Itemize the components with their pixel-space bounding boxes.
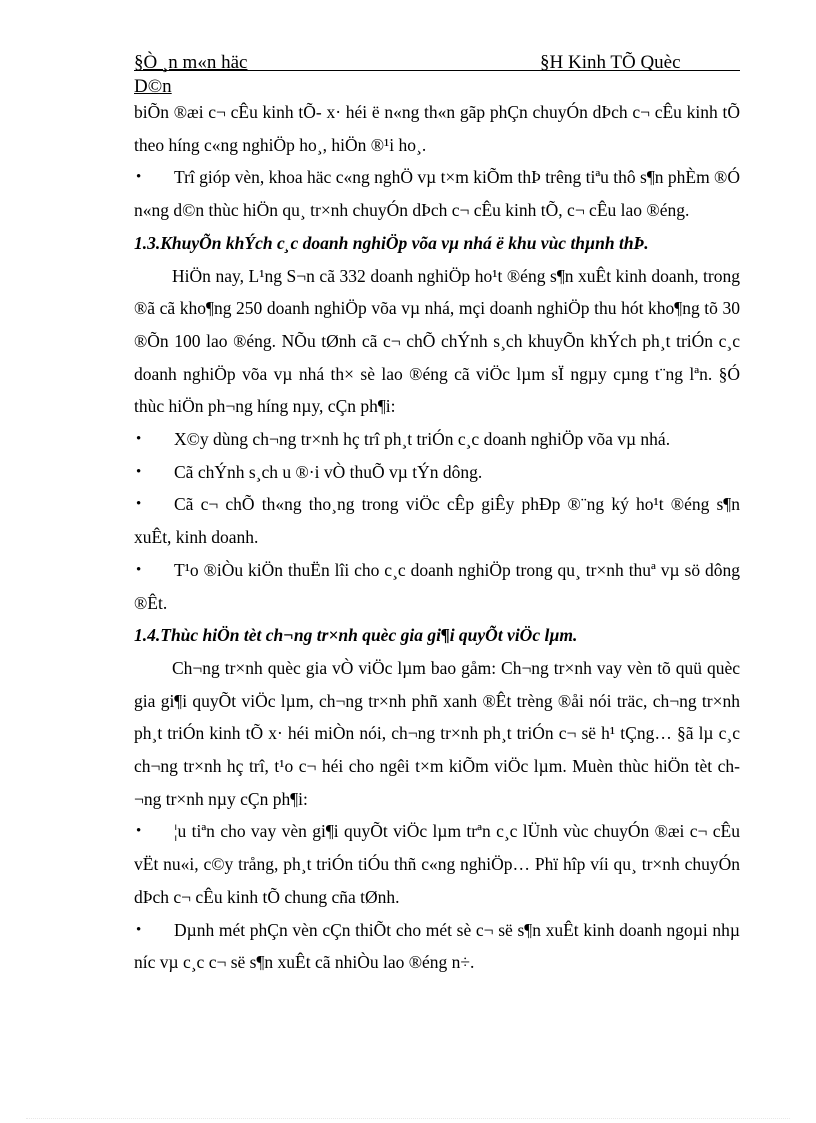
paragraph-section-1-4: Ch¬ng tr×nh quèc gia vÒ viÖc lµm bao gåm: Ch¬ng tr×nh vay vèn tõ quü quèc gia gi¶i quyÕt viÖc lµm, ch¬ng tr×nh phñ xanh ®Êt trèng ®åi nói träc, ch¬ng tr×nh ph¸t triÓn kinh tÕ x· héi miÒn nói, ch¬ng tr×nh ph¸t triÓn c¬ së h¹ tÇng… §ã lµ c¸c ch¬ng tr×nh hç trî, t¹o c¬ héi cho ngêi t×m kiÕm viÖc lµm. Muèn thùc hiÖn tèt ch¬ng tr×nh nµy cÇn ph¶i: (134, 657, 740, 809)
page-bottom-edge (26, 1118, 790, 1119)
section-heading-1-3: 1.3.KhuyÕn khÝch c¸c doanh nghiÖp võa vµ nhá ë khu vùc thµnh thÞ. (134, 232, 649, 253)
paragraph-section-1-3: HiÖn nay, L¹ng S¬n cã 332 doanh nghiÖp ho¹t ®éng s¶n xuÊt kinh doanh, trong ®ã cã kho¶ng 250 doanh nghiÖp võa vµ nhá, mçi doanh nghiÖp thu hót kho¶ng tõ 30 ®Õn 100 lao ®éng. NÕu tØnh cã c¬ chÕ chÝnh s¸ch khuyÕn khÝch ph¸t triÓn c¸c doanh nghiÖp võa vµ nhá th× sè lao ®éng cã viÖc lµm sÏ ngµy cµng t¨ng lªn. §Ó thùc hiÖn ph¬ng híng nµy, cÇn ph¶i: (134, 265, 740, 417)
bullet-item (134, 456, 740, 489)
bullet-item (134, 161, 740, 226)
bullet-item (134, 554, 740, 619)
bullet-text: Dµnh mét phÇn vèn cÇn thiÕt cho mét sè c¬ së s¶n xuÊt kinh doanh ngoµi nhµ níc vµ c¸c c¬ së s¶n xuÊt cã nhiÒu lao ®éng n÷. (134, 919, 740, 973)
bullet-text: Trî gióp vèn, khoa häc c«ng nghÖ vµ t×m kiÕm thÞ trêng tiªu thô s¶n phÈm ®Ó n«ng d©n thùc hiÖn qu¸ tr×nh chuyÓn dÞch c¬ cÊu kinh tÕ, c¬ cÊu lao ®éng. (134, 167, 740, 221)
bullet-item (134, 815, 740, 913)
bullet-dot: • (136, 561, 142, 578)
bullet-text: T¹o ®iÒu kiÖn thuËn lîi cho c¸c doanh nghiÖp trong qu¸ tr×nh thuª vµ sö dông ®Êt. (134, 559, 740, 613)
bullet-dot: • (136, 823, 142, 840)
bullet-dot: • (136, 431, 142, 448)
bullet-text: X©y dùng ch¬ng tr×nh hç trî ph¸t triÓn c¸c doanh nghiÖp võa vµ nhá. (174, 429, 671, 450)
bullet-dot: • (136, 169, 142, 186)
header-left-text: §Ò ¸n m«n häc (134, 52, 248, 73)
header-left-continuation: D©n (134, 76, 172, 97)
bullet-item (134, 423, 740, 456)
bullet-dot: • (136, 463, 142, 480)
header-right-text: §H Kinh TÕ Quèc (540, 52, 681, 73)
section-heading-1-4: 1.4.Thùc hiÖn tèt ch¬ng tr×nh quèc gia gi¶i quyÕt viÖc lµm. (134, 625, 578, 646)
bullet-dot: • (136, 496, 142, 513)
bullet-item (134, 488, 740, 553)
bullet-item (134, 914, 740, 979)
bullet-dot: • (136, 921, 142, 938)
document-body (134, 96, 740, 979)
bullet-text: Cã chÝnh s¸ch u ®·i vÒ thuÕ vµ tÝn dông. (174, 461, 483, 482)
paragraph-intro: biÕn ®æi c¬ cÊu kinh tÕ- x· héi ë n«ng th«n gãp phÇn chuyÓn dÞch c¬ cÊu kinh tÕ theo híng c«ng nghiÖp ho¸, hiÖn ®¹i ho¸. (134, 102, 740, 155)
bullet-text: Cã c¬ chÕ th«ng tho¸ng trong viÖc cÊp giÊy phÐp ®¨ng ký ho¹t ®éng s¶n xuÊt, kinh doanh. (134, 494, 740, 548)
bullet-text: ¦u tiªn cho vay vèn gi¶i quyÕt viÖc lµm trªn c¸c lÜnh vùc chuyÓn ®æi c¬ cÊu vËt nu«i, c©y trång, ph¸t triÓn tiÓu thñ c«ng nghiÖp… Phï hîp víi qu¸ tr×nh chuyÓn dÞch c¬ cÊu kinh tÕ chung cña tØnh. (134, 821, 740, 907)
header-rule (134, 70, 740, 71)
